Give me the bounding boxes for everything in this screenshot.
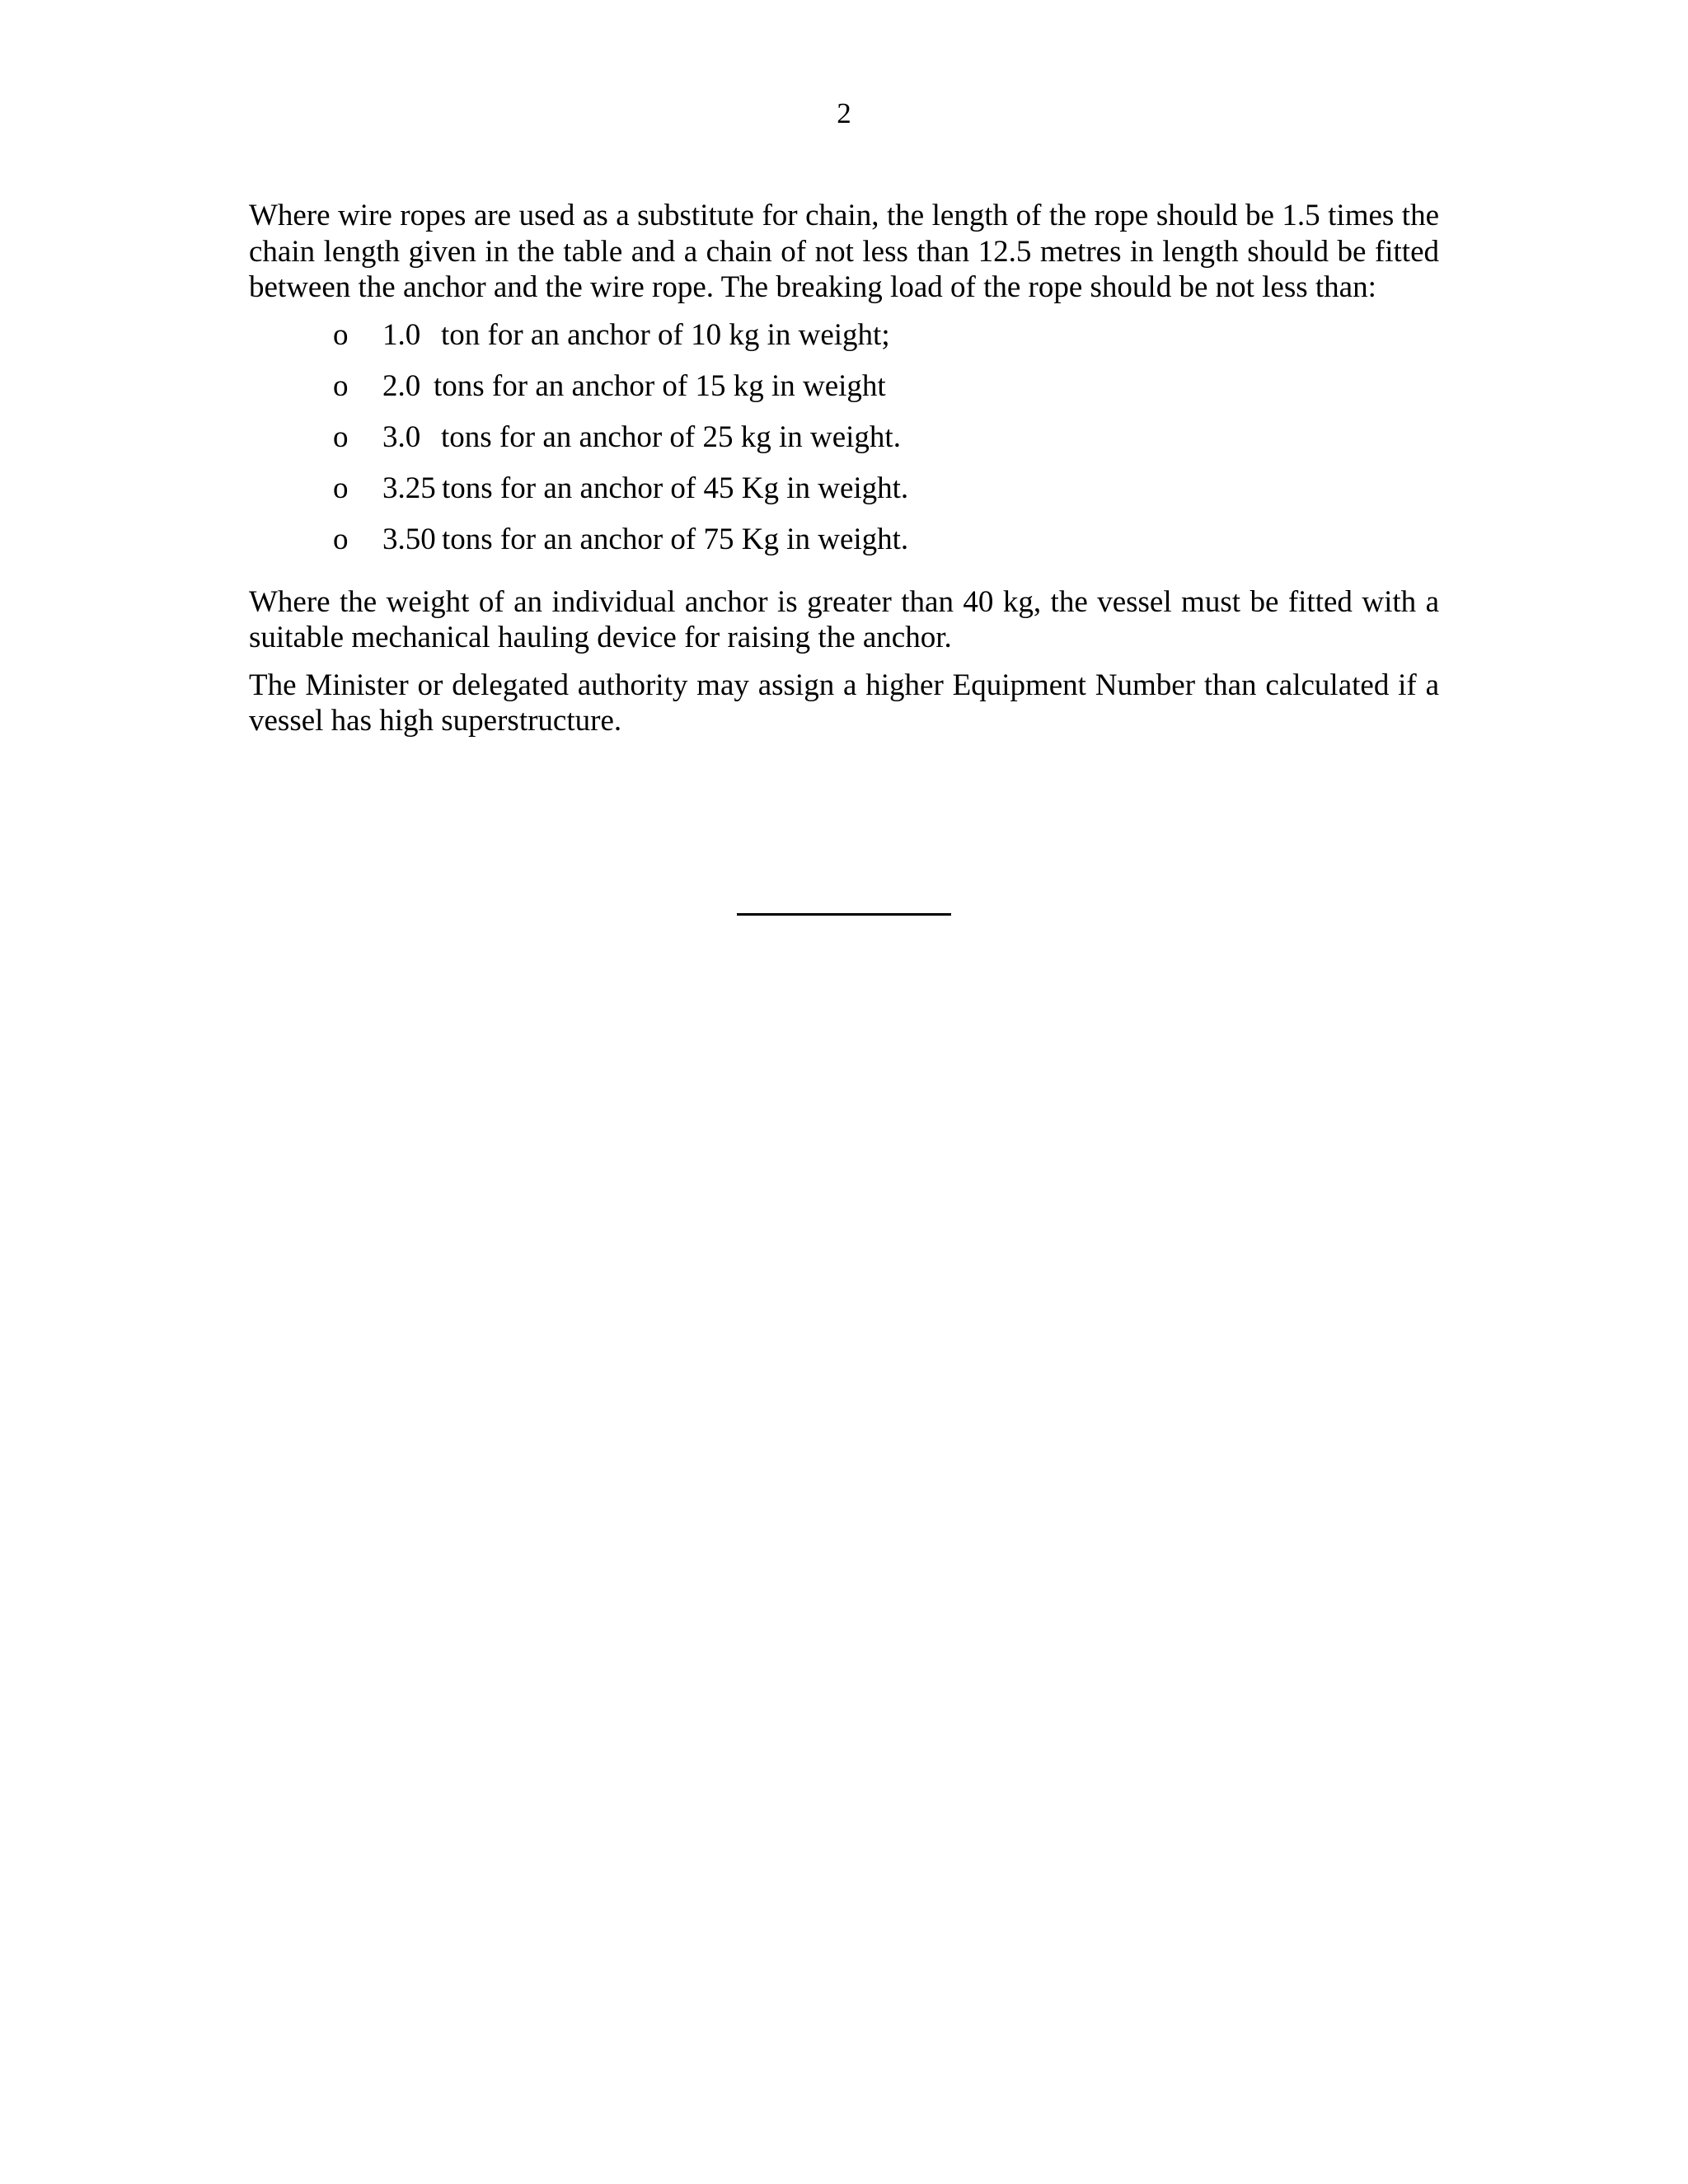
paragraph-hauling-device: Where the weight of an individual anchor is greater than 40 kg, the vessel must be fitted with a suitable mechanical hauling device for raising the anchor. [249,584,1439,654]
paragraph-equipment-number: The Minister or delegated authority may assign a higher Equipment Number than calculated if a vessel has high superstructure. [249,668,1439,738]
list-item [249,471,1439,522]
breaking-load-value: 3.50 [382,522,436,556]
list-item [249,317,1439,368]
breaking-load-text: tons for an anchor of 25 kg in weight. [441,419,901,454]
list-item [249,522,1439,573]
list-item [249,368,1439,419]
breaking-load-value: 3.0 [382,419,421,454]
bullet-marker: o [333,368,349,403]
bullet-marker: o [333,522,349,556]
breaking-load-text: ton for an anchor of 10 kg in weight; [441,317,890,352]
bullet-marker: o [333,471,349,505]
end-of-document-rule [737,913,951,916]
breaking-load-text: tons for an anchor of 45 Kg in weight. [442,471,909,505]
breaking-load-text: tons for an anchor of 15 kg in weight [434,368,886,403]
page-number: 2 [837,97,851,129]
breaking-load-value: 3.25 [382,471,436,505]
paragraph-wire-ropes: Where wire ropes are used as a substitute for chain, the length of the rope should be 1.5 times the chain length given in the table and a chain of not less than 12.5 metres in length should be fitted between the anchor and the wire rope. The breaking load of the rope should be not less than: [249,199,1439,304]
breaking-load-list [249,317,1439,573]
bullet-marker: o [333,419,349,454]
document-body [249,198,1439,739]
bullet-marker: o [333,317,349,352]
list-item [249,419,1439,471]
breaking-load-value: 1.0 [382,317,421,352]
breaking-load-value: 2.0 [382,368,421,403]
breaking-load-text: tons for an anchor of 75 Kg in weight. [442,522,909,556]
